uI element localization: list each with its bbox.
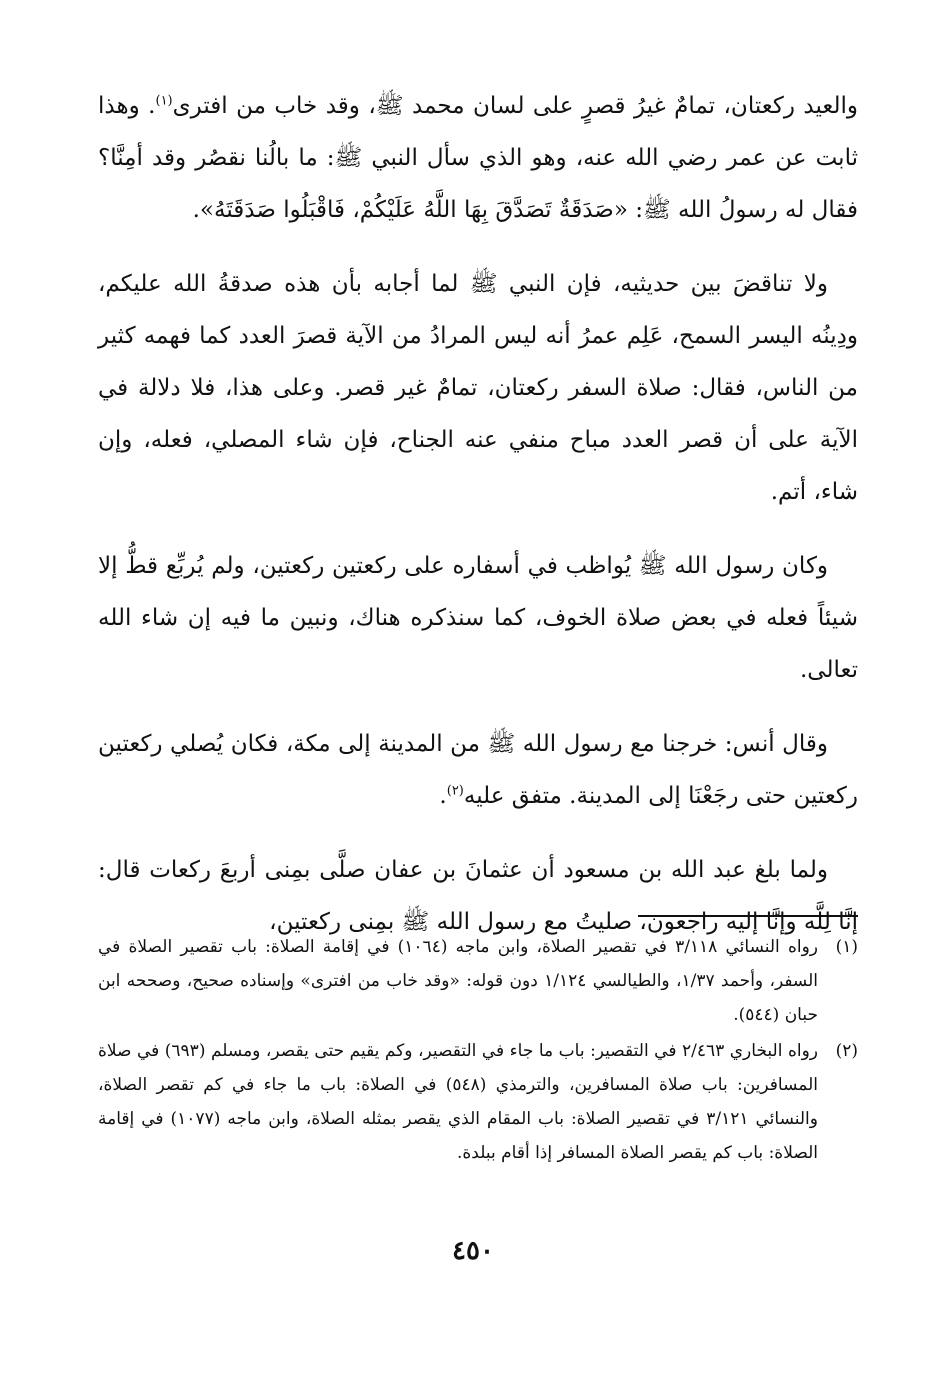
footnote-1-number: (١) — [835, 937, 858, 957]
paragraph-3: وكان رسول الله ﷺ يُواظب في أسفاره على ركعتين ركعتين، ولم يُربِّع قطُّ إلا شيئاً فعله في بعض صلاة الخوف، كما سنذكره هناك، ونبين ما فيه إن شاء الله تعالى. — [98, 553, 858, 683]
footnote-2-text: رواه البخاري ٢/٤٦٣ في التقصير: باب ما جاء في التقصير، وكم يقيم حتى يقصر، ومسلم (٦٩٣) في صلاة المسافرين: باب صلاة المسافرين، والترمذي (٥٤٨) في الصلاة: باب ما جاء في كم تقصر الصلاة، والنسائي ٣/١٢١ في تقصير الصلاة: باب المقام الذي يقصر بمثله الصلاة، وابن ماجه (١٠٧٧) في إقامة الصلاة: باب كم يقصر الصلاة المسافر إذا أقام ببلدة. — [98, 1041, 818, 1163]
page-body — [98, 80, 858, 1163]
footnote-ref-1[interactable]: (١) — [155, 93, 173, 109]
paragraph-4 — [98, 718, 858, 822]
paragraph-1-continuation: . وهذا ثابت عن عمر رضي الله عنه، وهو الذي سأل النبي ﷺ: ما بالُنا نقصُر وقد أمِنَّا؟ فقال له رسولُ الله ﷺ: «صَدَقَةٌ تَصَدَّقَ بِهَا اللَّهُ عَلَيْكُمْ، فَاقْبَلُوا صَدَقَتَهُ». — [98, 93, 858, 223]
paragraph-1-text: والعيد ركعتان، تمامٌ غيرُ قصرٍ على لسان محمد ﷺ، وقد خاب من افترى — [172, 93, 858, 119]
footnote-1 — [98, 930, 858, 1032]
paragraph-5: ولما بلغ عبد الله بن مسعود أن عثمانَ بن عفان صلَّى بمِنى أربعَ ركعات قال: إنَّا لِلَّه وإنَّا إليه راجعون، صليتُ مع رسول الله ﷺ بمِنى ركعتين، — [98, 857, 858, 935]
page-number: ٤٥٠ — [452, 1236, 494, 1266]
footnote-2-number: (٢) — [835, 1041, 858, 1061]
paragraph-4-text: وقال أنس: خرجنا مع رسول الله ﷺ من المدينة إلى مكة، فكان يُصلي ركعتين ركعتين حتى رجَعْنَا إلى المدينة. متفق عليه — [98, 731, 858, 809]
footnote-ref-2[interactable]: (٢) — [446, 783, 464, 799]
footnotes-section — [98, 930, 858, 1172]
paragraph-4-end: . — [439, 783, 447, 809]
paragraph-2: ولا تناقضَ بين حديثيه، فإن النبي ﷺ لما أجابه بأن هذه صدقةُ الله عليكم، ودِينُه اليسر السمح، عَلِم عمرُ أنه ليس المرادُ من الآية قصرَ العدد كما فهمه كثير من الناس، فقال: صلاة السفر ركعتان، تمامٌ غير قصر. وعلى هذا، فلا دلالة في الآية على أن قصر العدد مباح منفي عنه الجناح، فإن شاء المصلي، فعله، وإن شاء، أتم. — [98, 271, 858, 505]
footnote-divider — [638, 915, 858, 917]
footnote-2 — [98, 1034, 858, 1170]
footnote-1-text: رواه النسائي ٣/١١٨ في تقصير الصلاة، وابن ماجه (١٠٦٤) في إقامة الصلاة: باب تقصير الصلاة في السفر، وأحمد ١/٣٧، والطيالسي ١/١٢٤ دون قوله: «وقد خاب من افترى» وإسناده صحيح، وصححه ابن حبان (٥٤٤). — [98, 937, 819, 1025]
paragraph-1 — [98, 80, 858, 236]
